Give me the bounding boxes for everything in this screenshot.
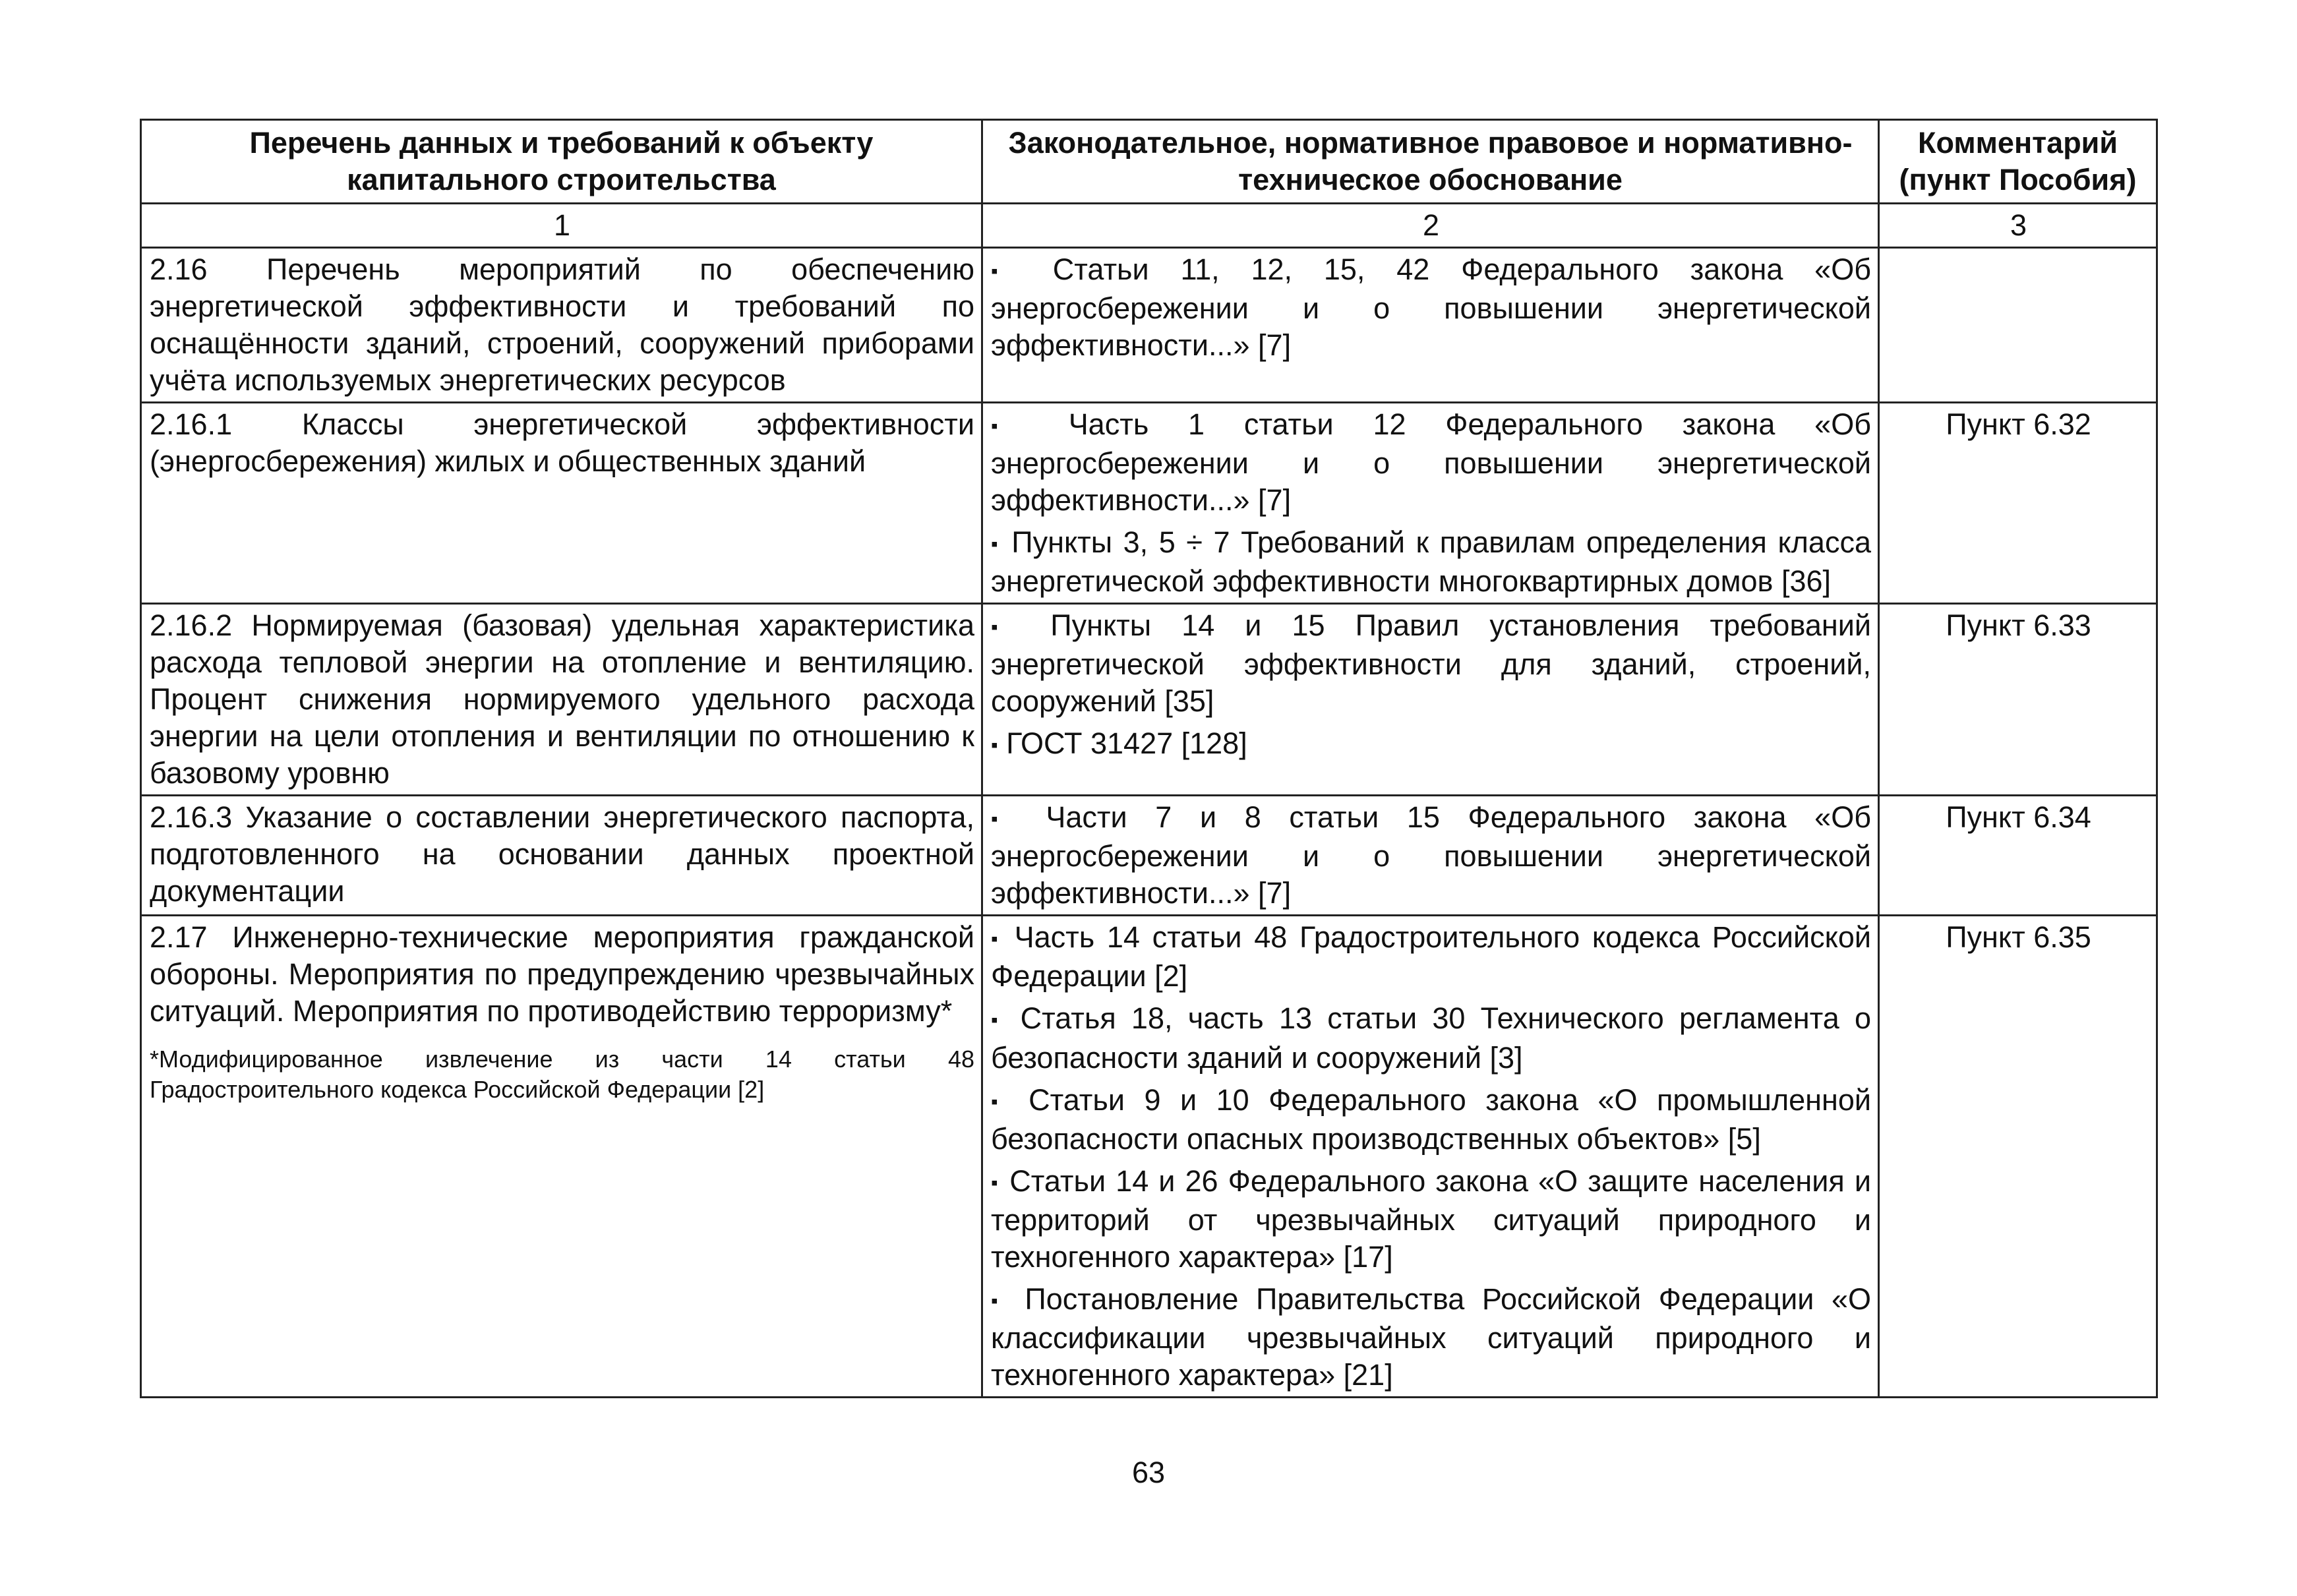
table-row	[141, 248, 2157, 403]
reference-item	[991, 919, 1871, 995]
legal-basis-cell	[982, 604, 1879, 796]
reference-item	[991, 251, 1871, 364]
requirement-cell: 2.16.1 Классы энергетической эффективности (энергосбережения) жилых и общественных зданий	[141, 403, 982, 604]
legal-basis-cell	[982, 796, 1879, 916]
reference-item	[991, 607, 1871, 720]
reference-item	[991, 406, 1871, 519]
comment-cell: Пункт 6.34	[1879, 796, 2157, 916]
reference-text: Статья 18, часть 13 статьи 30 Технического регламента о безопасности зданий и сооружений [3]	[991, 1001, 1871, 1075]
requirements-table	[140, 119, 2158, 1398]
legal-basis-cell	[982, 248, 1879, 403]
reference-item	[991, 799, 1871, 912]
bullet-icon: ▪	[991, 415, 1029, 438]
bullet-icon: ▪	[991, 533, 1001, 556]
reference-text: Пункты 14 и 15 Правил установления требований энергетической эффективности для зданий, строений, сооружений [35]	[991, 608, 1871, 719]
header-legal-basis: Законодательное, нормативное правовое и нормативно-техническое обоснование	[982, 120, 1879, 204]
page-number: 63	[1131, 1456, 1166, 1489]
table-row	[141, 796, 2157, 916]
reference-text: ГОСТ 31427 [128]	[1006, 726, 1247, 761]
comment-cell: Пункт 6.33	[1879, 604, 2157, 796]
bullet-icon: ▪	[991, 1009, 1005, 1032]
column-number-2: 2	[982, 204, 1879, 248]
reference-text: Часть 14 статьи 48 Градостроительного кодекса Российской Федерации [2]	[991, 920, 1872, 993]
legal-basis-cell	[982, 403, 1879, 604]
reference-item	[991, 1281, 1871, 1394]
requirement-cell	[141, 916, 982, 1398]
comment-cell: Пункт 6.32	[1879, 403, 2157, 604]
requirement-cell: 2.16 Перечень мероприятий по обеспечению энергетической эффективности и требований по оснащённости зданий, строений, сооружений приборами учёта используемых энергетических ресурсов	[141, 248, 982, 403]
table-row	[141, 403, 2157, 604]
table-row	[141, 916, 2157, 1398]
reference-item	[991, 1163, 1871, 1276]
footnote: *Модифицированное извлечение из части 14 статьи 48 Градостроительного кодекса Российской Федерации [2]	[150, 1046, 974, 1104]
reference-text: Статьи 9 и 10 Федерального закона «О промышленной безопасности опасных производственных объектов» [5]	[991, 1082, 1871, 1156]
bullet-icon: ▪	[991, 260, 1021, 283]
bullet-icon: ▪	[991, 928, 1002, 951]
column-number-row	[141, 204, 2157, 248]
reference-item	[991, 725, 1871, 764]
column-number-1: 1	[141, 204, 982, 248]
bullet-icon: ▪	[991, 808, 1018, 831]
reference-text: Статьи 14 и 26 Федерального закона «О защите населения и территорий от чрезвычайных ситуаций природного и техногенного характера» [17]	[991, 1164, 1871, 1274]
header-comment: Комментарий (пункт Пособия)	[1879, 120, 2157, 204]
table-row	[141, 604, 2157, 796]
bullet-icon: ▪	[991, 616, 1021, 639]
reference-text: Постановление Правительства Российской Федерации «О классификации чрезвычайных ситуаций природного и техногенного характера» [21]	[991, 1282, 1871, 1392]
table-header-row	[141, 120, 2157, 204]
reference-text: Часть 1 статьи 12 Федерального закона «Об энергосбережении и о повышении энергетической эффективности...» [7]	[991, 407, 1871, 517]
reference-item	[991, 1000, 1871, 1076]
reference-text: Статьи 11, 12, 15, 42 Федерального закона «Об энергосбережении и о повышении энергетической эффективности...» [7]	[991, 252, 1871, 363]
comment-cell: Пункт 6.35	[1879, 916, 2157, 1398]
requirement-text: 2.17 Инженерно-технические мероприятия гражданской обороны. Мероприятия по предупреждению чрезвычайных ситуаций. Мероприятия по противодействию терроризму*	[150, 920, 974, 1028]
reference-text: Части 7 и 8 статьи 15 Федерального закона «Об энергосбережении и о повышении энергетической эффективности...» [7]	[991, 800, 1871, 910]
bullet-icon: ▪	[991, 1171, 1000, 1194]
requirement-cell: 2.16.3 Указание о составлении энергетического паспорта, подготовленного на основании данных проектной документации	[141, 796, 982, 916]
comment-cell	[1879, 248, 2157, 403]
bullet-icon: ▪	[991, 734, 998, 757]
reference-item	[991, 524, 1871, 600]
header-requirements: Перечень данных и требований к объекту капитального строительства	[141, 120, 982, 204]
reference-text: Пункты 3, 5 ÷ 7 Требований к правилам определения класса энергетической эффективности многоквартирных домов [36]	[991, 525, 1871, 599]
legal-basis-cell	[982, 916, 1879, 1398]
reference-item	[991, 1082, 1871, 1158]
bullet-icon: ▪	[991, 1090, 1009, 1113]
column-number-3: 3	[1879, 204, 2157, 248]
requirement-cell: 2.16.2 Нормируемая (базовая) удельная характеристика расхода тепловой энергии на отопление и вентиляцию. Процент снижения нормируемого удельного расхода энергии на цели отопления и вентиляции по отношению к базовому уровню	[141, 604, 982, 796]
bullet-icon: ▪	[991, 1289, 1007, 1312]
